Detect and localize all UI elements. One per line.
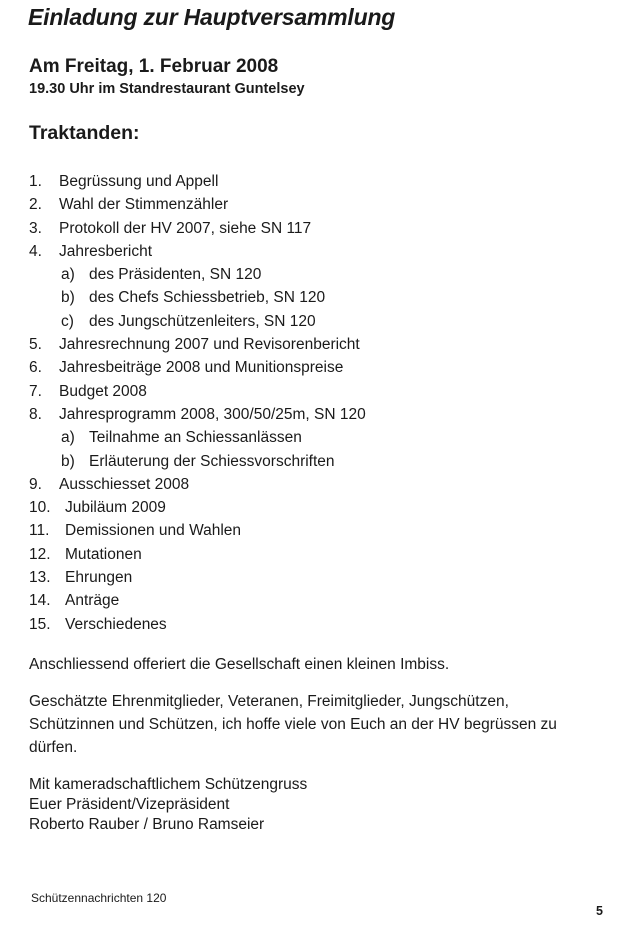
agenda-item [29,193,366,216]
agenda-item [29,403,366,426]
agenda-subitem-text: des Jungschützenleiters, SN 120 [89,312,316,330]
agenda-item-text: Mutationen [65,545,142,563]
agenda-item-text: Wahl der Stimmenzähler [59,196,229,214]
agenda-item-number: 15. [29,615,51,633]
footer-publication: Schützennachrichten 120 [31,891,167,905]
agenda-item [29,333,366,356]
agenda-item-number: 1. [29,173,42,190]
agenda-item-text: Ehrungen [65,569,133,587]
agenda-item [29,613,366,636]
agenda-subitem [29,286,366,309]
agenda-subitem-letter: b) [61,452,75,470]
agenda-item-number: 8. [29,405,42,423]
agenda-item [29,170,366,193]
agenda-subitem [29,263,366,286]
agenda-item-number: 11. [29,522,50,540]
closing-signature: Mit kameradschaftlichem Schützengruss Euer Präsident/Vizepräsident Roberto Rauber / Bruno Ramseier [29,776,308,833]
agenda-subitem [29,426,366,449]
agenda-item [29,566,366,589]
time-location-line: 19.30 Uhr im Standrestaurant Guntelsey [29,81,305,97]
agenda-subitem-text: Teilnahme an Schiessanlässen [89,429,302,447]
agenda-item-number: 6. [29,359,42,377]
agenda-item [29,356,366,379]
agenda-item [29,589,366,612]
agenda-item-text: Verschiedenes [65,615,167,633]
agenda-item-text: Jubiläum 2009 [65,499,166,517]
agenda-item-number: 5. [29,336,42,354]
agenda-item [29,496,366,519]
page-number: 5 [596,904,603,918]
agenda-item-text: Protokoll der HV 2007, siehe SN 117 [59,219,312,237]
agenda-subitem-letter: c) [61,312,74,330]
agenda-item [29,543,366,566]
agenda-item [29,519,366,542]
agenda-item-number: 4. [29,242,42,260]
agenda-subitem [29,310,366,333]
agenda-item-number: 13. [29,569,51,587]
agenda-list [29,170,366,636]
agenda-item-text: Budget 2008 [59,382,147,400]
agenda-item-number: 10. [29,499,51,517]
agenda-item-text: Demissionen und Wahlen [65,522,242,540]
agenda-item-number: 14. [29,592,51,610]
agenda-subitem-letter: a) [61,429,75,447]
agenda-subitem-text: des Präsidenten, SN 120 [89,266,262,284]
agenda-item [29,380,366,403]
agenda-item-number: 9. [29,475,42,493]
page-title: Einladung zur Hauptversammlung [28,4,396,30]
agenda-item-number: 12. [29,545,51,563]
agenda-item-text: Jahresbericht [59,242,153,260]
agenda-item-text: Begrüssung und Appell [59,173,219,190]
agenda-heading: Traktanden: [29,122,140,144]
agenda-item-text: Jahresprogramm 2008, 300/50/25m, SN 120 [59,405,366,423]
agenda-item [29,240,366,263]
invitation-paragraph: Geschätzte Ehrenmitglieder, Veteranen, Freimitglieder, Jungschützen, Schützinnen und Schützen, ich hoffe viele von Euch an der HV begrüssen zu dürfen. [29,693,557,756]
agenda-item [29,217,366,240]
agenda-subitem-text: Erläuterung der Schiessvorschriften [89,452,335,470]
agenda-item-text: Jahresrechnung 2007 und Revisorenbericht [59,336,360,354]
agenda-subitem [29,450,366,473]
refreshment-note: Anschliessend offeriert die Gesellschaft einen kleinen Imbiss. [29,656,450,673]
agenda-item-text: Anträge [65,592,120,610]
agenda-item-number: 7. [29,382,42,400]
agenda-item-number: 2. [29,196,42,214]
agenda-item-text: Jahresbeiträge 2008 und Munitionspreise [59,359,344,377]
agenda-subitem-letter: b) [61,289,75,307]
agenda-item-text: Ausschiesset 2008 [59,475,190,493]
agenda-item [29,473,366,496]
date-line: Am Freitag, 1. Februar 2008 [29,56,279,77]
agenda-subitem-letter: a) [61,266,75,284]
agenda-subitem-text: des Chefs Schiessbetrieb, SN 120 [89,289,326,307]
agenda-item-number: 3. [29,219,42,237]
